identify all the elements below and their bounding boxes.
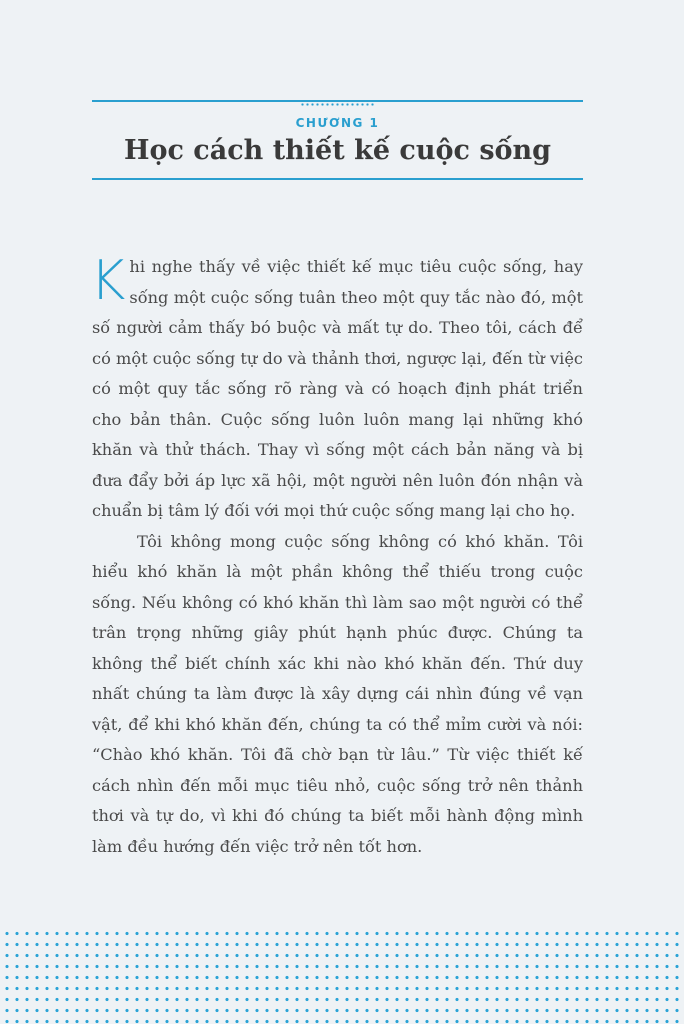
chapter-label: CHƯƠNG 1 (295, 116, 380, 130)
paragraph-1 (90, 249, 583, 527)
chapter-header (92, 100, 583, 180)
dotted-ornament (300, 103, 376, 106)
decorative-dot-pattern (0, 926, 684, 1024)
top-rule (92, 100, 583, 102)
chapter-title: Học cách thiết kế cuộc sống (123, 135, 552, 166)
body-text (90, 249, 583, 862)
paragraph-1-text: hi nghe thấy về việc thiết kế mục tiêu cuộc sống, hay sống một cuộc sống tuân theo một quy tắc nào đó, một số người cảm thấy bó buộc và mất tự do. Theo tôi, cách để có một cuộc sống tự do và thảnh thơi, ngược lại, đến từ việc có một quy tắc sống rõ ràng và có hoạch định phát triển cho bản thân. Cuộc sống luôn luôn mang lại những khó khăn và thử thách. Thay vì sống một cách bản năng và bị đưa đẩy bởi áp lực xã hội, một người nên luôn đón nhận và chuẩn bị tâm lý đối với mọi thứ cuộc sống mang lại cho họ. (92, 257, 583, 520)
drop-cap: K (90, 249, 126, 312)
paragraph-2: Tôi không mong cuộc sống không có khó khăn. Tôi hiểu khó khăn là một phần không thể thiếu trong cuộc sống. Nếu không có khó khăn thì làm sao một người có thể trân trọng những giây phút hạnh phúc được. Chúng ta không thể biết chính xác khi nào khó khăn đến. Thứ duy nhất chúng ta làm được là xây dựng cái nhìn đúng về vạn vật, để khi khó khăn đến, chúng ta có thể mỉm cười và nói: “Chào khó khăn. Tôi đã chờ bạn từ lâu.” Từ việc thiết kế cách nhìn đến mỗi mục tiêu nhỏ, cuộc sống trở nên thảnh thơi và tự do, vì khi đó chúng ta biết mỗi hành động mình làm đều hướng đến việc trở nên tốt hơn. (92, 531, 583, 856)
bottom-rule (92, 178, 583, 180)
